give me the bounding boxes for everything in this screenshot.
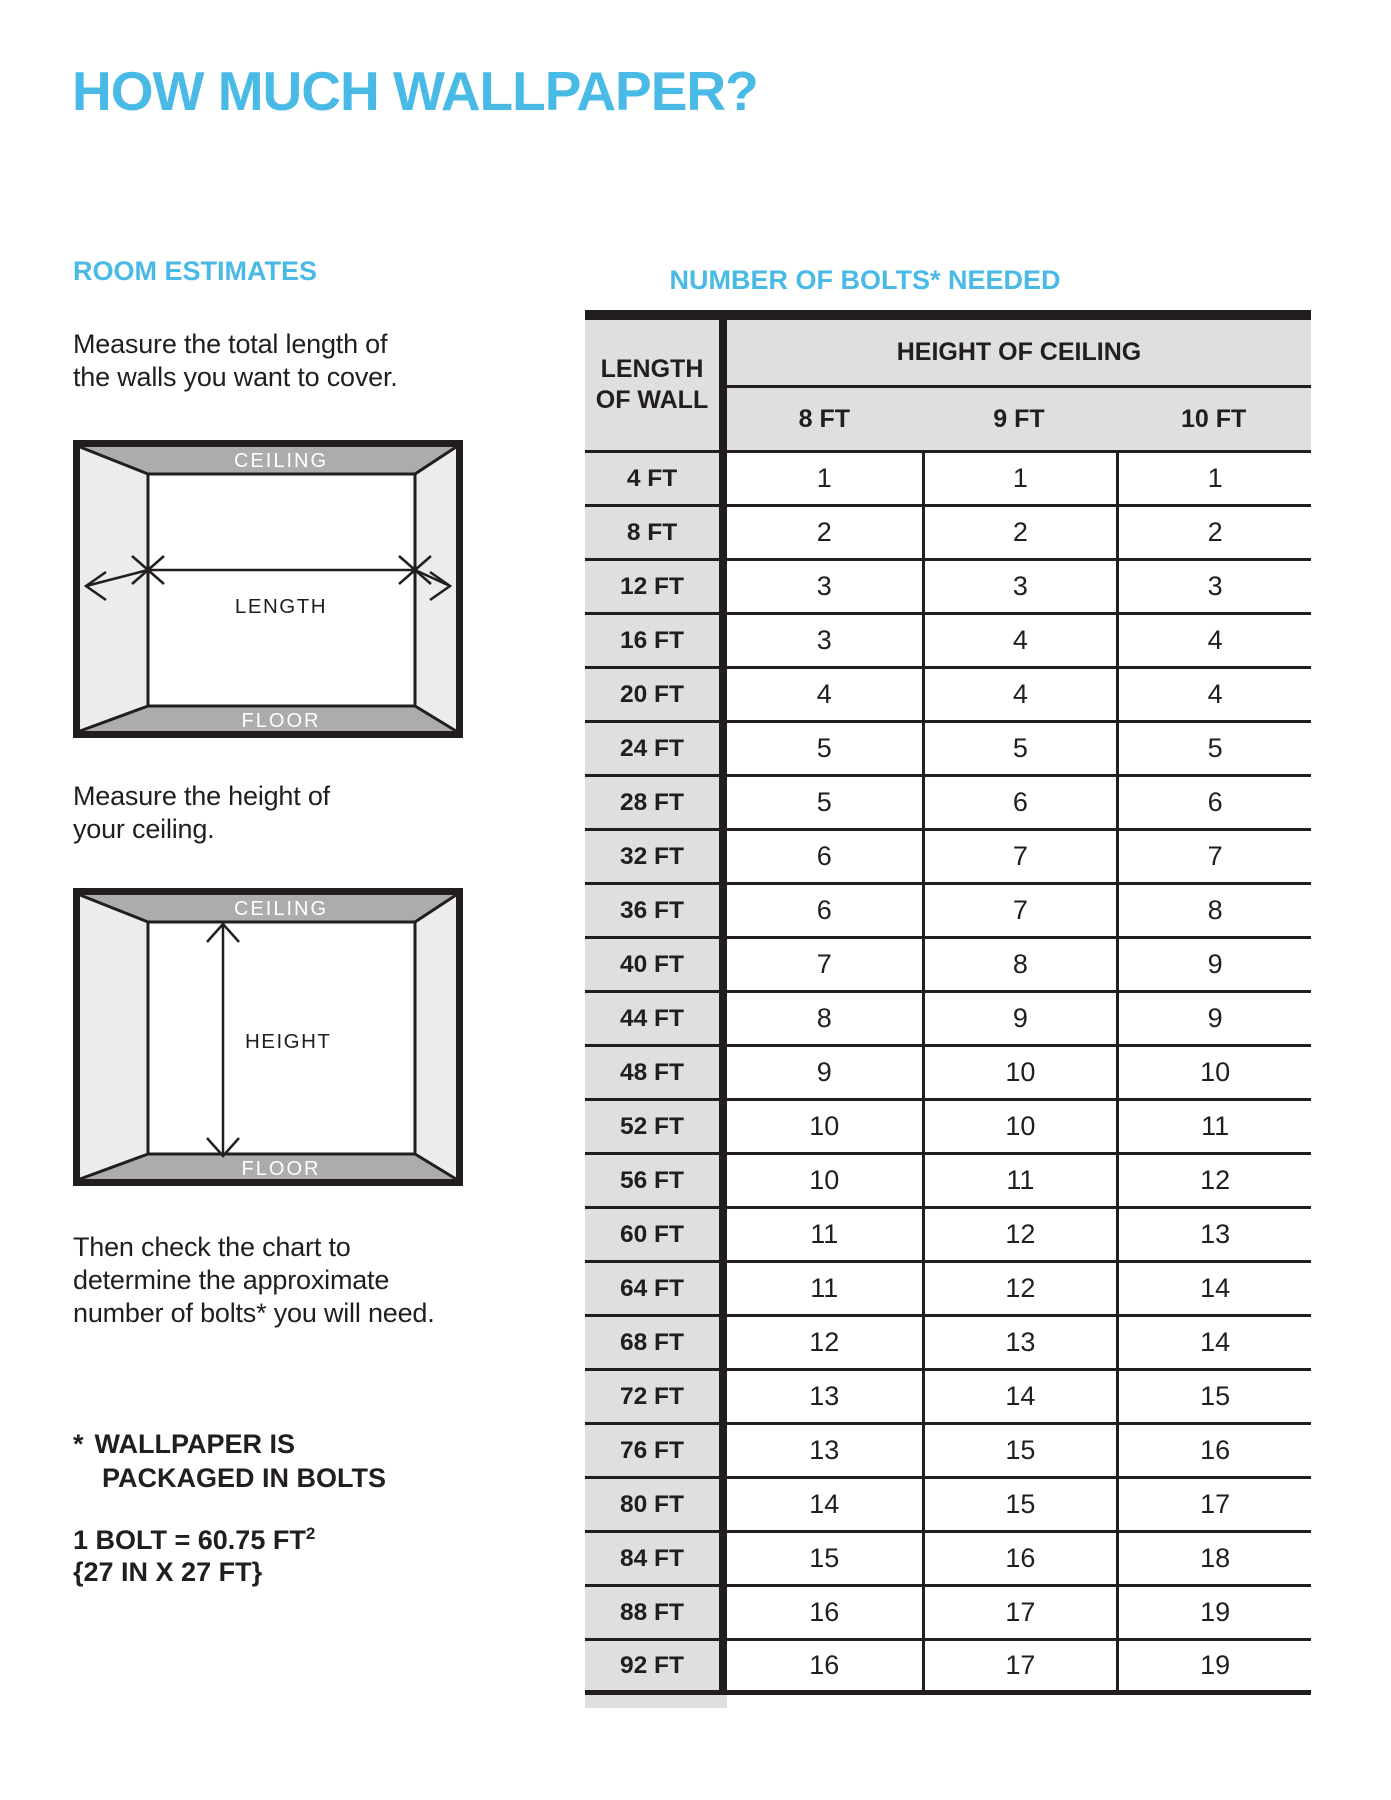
bolts-cell-10ft: 2 bbox=[1116, 507, 1311, 561]
bolts-cell-8ft: 16 bbox=[727, 1641, 922, 1695]
bolts-cell-8ft: 3 bbox=[727, 561, 922, 615]
bolts-table-section bbox=[585, 310, 1311, 1708]
bolt-equation-text: 1 BOLT = 60.75 FT bbox=[73, 1525, 306, 1555]
bolts-cell-8ft: 9 bbox=[727, 1047, 922, 1101]
bolts-cell-10ft: 15 bbox=[1116, 1371, 1311, 1425]
bolts-cell-8ft: 13 bbox=[727, 1425, 922, 1479]
wall-length-row-label: 88 FT bbox=[585, 1587, 727, 1641]
bolts-cell-8ft: 5 bbox=[727, 777, 922, 831]
floor-label: FLOOR bbox=[241, 1158, 321, 1180]
bolts-cell-10ft: 10 bbox=[1116, 1047, 1311, 1101]
instruction-line: determine the approximate bbox=[73, 1265, 390, 1295]
bolts-cell-8ft: 6 bbox=[727, 831, 922, 885]
bolts-cell-8ft: 11 bbox=[727, 1263, 922, 1317]
bolts-cell-10ft: 16 bbox=[1116, 1425, 1311, 1479]
bolts-cell-9ft: 15 bbox=[922, 1479, 1117, 1533]
instruction-line: number of bolts* you will need. bbox=[73, 1298, 435, 1328]
bolts-cell-10ft: 12 bbox=[1116, 1155, 1311, 1209]
bolts-cell-8ft: 11 bbox=[727, 1209, 922, 1263]
wall-length-row-label: 60 FT bbox=[585, 1209, 727, 1263]
floor-label: FLOOR bbox=[241, 710, 321, 732]
instruction-measure-height bbox=[73, 780, 330, 846]
wall-length-row-label: 36 FT bbox=[585, 885, 727, 939]
bolts-cell-8ft: 15 bbox=[727, 1533, 922, 1587]
bolts-table bbox=[585, 310, 1311, 1695]
length-label: LENGTH bbox=[234, 595, 328, 618]
bolts-cell-9ft: 10 bbox=[922, 1101, 1117, 1155]
wall-length-row-label: 52 FT bbox=[585, 1101, 727, 1155]
instruction-line: Measure the height of bbox=[73, 781, 330, 811]
bolts-cell-10ft: 9 bbox=[1116, 993, 1311, 1047]
right-wall-surface bbox=[415, 447, 456, 731]
bolts-cell-8ft: 14 bbox=[727, 1479, 922, 1533]
bolts-cell-9ft: 12 bbox=[922, 1263, 1117, 1317]
bolts-cell-10ft: 18 bbox=[1116, 1533, 1311, 1587]
bolts-cell-10ft: 19 bbox=[1116, 1641, 1311, 1695]
instruction-line: Then check the chart to bbox=[73, 1232, 351, 1262]
bolts-cell-9ft: 12 bbox=[922, 1209, 1117, 1263]
wall-length-row-label: 44 FT bbox=[585, 993, 727, 1047]
bolts-cell-9ft: 4 bbox=[922, 615, 1117, 669]
left-wall-surface bbox=[80, 895, 148, 1179]
room-height-diagram-svg bbox=[73, 888, 463, 1186]
wall-length-row-label: 12 FT bbox=[585, 561, 727, 615]
col-header-9ft: 9 FT bbox=[922, 388, 1117, 453]
bolts-cell-8ft: 16 bbox=[727, 1587, 922, 1641]
bolts-cell-9ft: 15 bbox=[922, 1425, 1117, 1479]
bolts-cell-9ft: 7 bbox=[922, 831, 1117, 885]
wall-length-row-label: 92 FT bbox=[585, 1641, 727, 1695]
bolts-cell-8ft: 10 bbox=[727, 1155, 922, 1209]
wallpaper-bolts-footnote bbox=[73, 1427, 386, 1495]
back-wall-surface bbox=[148, 474, 415, 706]
col-header-8ft: 8 FT bbox=[727, 388, 922, 453]
bolts-cell-10ft: 3 bbox=[1116, 561, 1311, 615]
wall-length-row-label: 40 FT bbox=[585, 939, 727, 993]
room-height-diagram bbox=[73, 888, 463, 1186]
bolts-cell-8ft: 10 bbox=[727, 1101, 922, 1155]
wall-length-row-label: 16 FT bbox=[585, 615, 727, 669]
bolt-size-note bbox=[73, 1524, 315, 1588]
height-label: HEIGHT bbox=[245, 1030, 332, 1053]
bolts-cell-10ft: 19 bbox=[1116, 1587, 1311, 1641]
table-heading: NUMBER OF BOLTS* NEEDED bbox=[669, 265, 1061, 295]
wall-length-row-label: 8 FT bbox=[585, 507, 727, 561]
bolts-cell-10ft: 11 bbox=[1116, 1101, 1311, 1155]
bolts-cell-10ft: 9 bbox=[1116, 939, 1311, 993]
ceiling-label: CEILING bbox=[233, 450, 329, 472]
bolts-cell-8ft: 4 bbox=[727, 669, 922, 723]
wall-length-row-label: 80 FT bbox=[585, 1479, 727, 1533]
superscript-2: 2 bbox=[305, 1524, 316, 1543]
wall-length-row-label: 48 FT bbox=[585, 1047, 727, 1101]
bolts-cell-9ft: 10 bbox=[922, 1047, 1117, 1101]
bolts-cell-9ft: 14 bbox=[922, 1371, 1117, 1425]
bolts-cell-8ft: 13 bbox=[727, 1371, 922, 1425]
bolts-cell-10ft: 6 bbox=[1116, 777, 1311, 831]
bolts-cell-9ft: 16 bbox=[922, 1533, 1117, 1587]
bolt-dimensions: {27 IN X 27 FT} bbox=[73, 1557, 263, 1587]
bolts-cell-10ft: 4 bbox=[1116, 669, 1311, 723]
bolts-cell-10ft: 8 bbox=[1116, 885, 1311, 939]
table-footer-tail bbox=[585, 1695, 727, 1708]
bolts-cell-10ft: 13 bbox=[1116, 1209, 1311, 1263]
wall-length-row-label: 24 FT bbox=[585, 723, 727, 777]
bolts-cell-9ft: 2 bbox=[922, 507, 1117, 561]
right-wall-surface bbox=[415, 895, 456, 1179]
bolts-cell-10ft: 1 bbox=[1116, 453, 1311, 507]
instruction-line: Measure the total length of bbox=[73, 329, 388, 359]
bolts-cell-9ft: 5 bbox=[922, 723, 1117, 777]
page-title: HOW MUCH WALLPAPER? bbox=[72, 60, 758, 122]
footnote-line bbox=[73, 1427, 386, 1461]
bolts-cell-9ft: 6 bbox=[922, 777, 1117, 831]
instruction-line: your ceiling. bbox=[73, 814, 215, 844]
room-length-diagram-svg bbox=[73, 440, 463, 738]
wall-length-row-label: 64 FT bbox=[585, 1263, 727, 1317]
wall-length-row-label: 4 FT bbox=[585, 453, 727, 507]
bolts-cell-10ft: 17 bbox=[1116, 1479, 1311, 1533]
wall-length-row-label: 20 FT bbox=[585, 669, 727, 723]
instruction-check-chart bbox=[73, 1231, 435, 1330]
ceiling-label: CEILING bbox=[233, 898, 329, 920]
bolts-cell-9ft: 17 bbox=[922, 1641, 1117, 1695]
bolts-cell-8ft: 6 bbox=[727, 885, 922, 939]
bolts-cell-10ft: 14 bbox=[1116, 1317, 1311, 1371]
instruction-measure-length bbox=[73, 328, 398, 394]
corner-header-line: LENGTH bbox=[600, 355, 704, 383]
bolts-cell-9ft: 1 bbox=[922, 453, 1117, 507]
height-of-ceiling-header: HEIGHT OF CEILING bbox=[727, 320, 1311, 388]
bolts-cell-9ft: 13 bbox=[922, 1317, 1117, 1371]
wall-length-row-label: 72 FT bbox=[585, 1371, 727, 1425]
bolts-cell-9ft: 4 bbox=[922, 669, 1117, 723]
bolt-equation bbox=[73, 1524, 315, 1556]
wall-length-row-label: 32 FT bbox=[585, 831, 727, 885]
bolts-cell-8ft: 12 bbox=[727, 1317, 922, 1371]
wall-length-row-label: 84 FT bbox=[585, 1533, 727, 1587]
bolts-cell-8ft: 5 bbox=[727, 723, 922, 777]
instruction-line: the walls you want to cover. bbox=[73, 362, 398, 392]
bolts-cell-8ft: 7 bbox=[727, 939, 922, 993]
bolts-cell-10ft: 4 bbox=[1116, 615, 1311, 669]
bolts-cell-8ft: 2 bbox=[727, 507, 922, 561]
wall-length-row-label: 28 FT bbox=[585, 777, 727, 831]
footnote-line: PACKAGED IN BOLTS bbox=[102, 1463, 387, 1493]
wall-length-row-label: 76 FT bbox=[585, 1425, 727, 1479]
col-header-10ft: 10 FT bbox=[1116, 388, 1311, 453]
bolts-cell-8ft: 3 bbox=[727, 615, 922, 669]
room-estimates-heading: ROOM ESTIMATES bbox=[73, 256, 318, 286]
bolts-cell-10ft: 14 bbox=[1116, 1263, 1311, 1317]
bolts-cell-9ft: 11 bbox=[922, 1155, 1117, 1209]
bolts-cell-8ft: 8 bbox=[727, 993, 922, 1047]
bolts-cell-8ft: 1 bbox=[727, 453, 922, 507]
bolts-cell-10ft: 5 bbox=[1116, 723, 1311, 777]
bolts-cell-9ft: 7 bbox=[922, 885, 1117, 939]
wall-length-row-label: 68 FT bbox=[585, 1317, 727, 1371]
bolts-cell-9ft: 3 bbox=[922, 561, 1117, 615]
room-length-diagram bbox=[73, 440, 463, 738]
asterisk: * bbox=[73, 1429, 84, 1459]
bolts-cell-9ft: 8 bbox=[922, 939, 1117, 993]
footnote-text: WALLPAPER IS bbox=[94, 1429, 296, 1459]
corner-header-line: OF WALL bbox=[595, 386, 709, 414]
bolts-cell-9ft: 9 bbox=[922, 993, 1117, 1047]
bolts-cell-9ft: 17 bbox=[922, 1587, 1117, 1641]
length-of-wall-header bbox=[585, 320, 727, 453]
bolts-cell-10ft: 7 bbox=[1116, 831, 1311, 885]
wall-length-row-label: 56 FT bbox=[585, 1155, 727, 1209]
